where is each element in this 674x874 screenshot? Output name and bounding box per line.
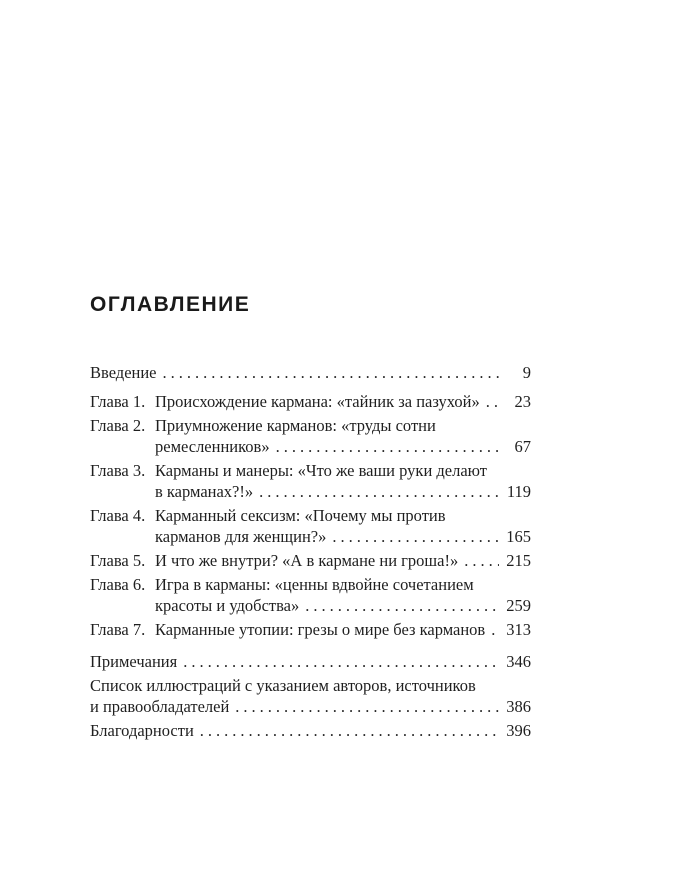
toc-entry-title: Список иллюстраций с указанием авторов, источников <box>90 676 476 695</box>
toc-entry-title: Благодарности <box>90 721 194 740</box>
toc-entry-body <box>90 651 531 672</box>
dot-leader <box>276 436 499 457</box>
toc-entry-title: Введение <box>90 363 157 382</box>
toc-entry-body <box>90 675 531 717</box>
dot-leader <box>305 595 499 616</box>
toc-entry-body <box>155 415 531 457</box>
toc-entry-title: Карманные утопии: грезы о мире без карманов <box>155 620 486 639</box>
toc-entry-body <box>155 619 531 640</box>
toc-line <box>155 550 531 571</box>
page-title: ОГЛАВЛЕНИЕ <box>90 293 251 316</box>
toc-line <box>155 481 531 502</box>
toc-line <box>155 619 531 640</box>
dot-leader <box>491 619 499 640</box>
dot-leader <box>163 362 499 383</box>
toc-page-number: 67 <box>514 437 531 456</box>
toc-entry <box>90 460 531 502</box>
toc-entry-title: в карманах?!» <box>155 482 254 501</box>
toc-entry-body <box>155 460 531 502</box>
toc-line <box>155 460 531 481</box>
toc-entry-label: Глава 7. <box>90 620 146 639</box>
dot-leader <box>183 651 499 672</box>
toc-entry-body <box>155 550 531 571</box>
toc-page-number: 396 <box>506 721 531 740</box>
toc-entry-title: и правообладателей <box>90 697 230 716</box>
toc-entry-title: Игра в карманы: «ценны вдвойне сочетанием <box>155 575 474 594</box>
toc-page-number: 23 <box>514 392 531 411</box>
toc-entry <box>90 362 531 383</box>
toc-entry-label: Глава 2. <box>90 416 146 435</box>
toc-entry-label: Глава 6. <box>90 575 146 594</box>
toc-entry-title: Происхождение кармана: «тайник за пазухой» <box>155 392 480 411</box>
toc-line <box>90 720 531 741</box>
toc-entry <box>90 651 531 672</box>
toc-entry-title: ремесленников» <box>155 437 270 456</box>
toc-entry <box>90 391 531 412</box>
toc-page-number: 9 <box>522 363 531 382</box>
toc-entry <box>90 574 531 616</box>
toc-entry-title: Примечания <box>90 652 178 671</box>
toc-group-chapters <box>90 391 531 640</box>
dot-leader <box>332 526 499 547</box>
dot-leader <box>259 481 499 502</box>
toc-line <box>90 651 531 672</box>
toc-page-number: 119 <box>506 482 531 501</box>
toc-page-number: 346 <box>506 652 531 671</box>
toc-line <box>155 436 531 457</box>
toc-entry-body <box>90 362 531 383</box>
toc-group-intro <box>90 362 531 383</box>
toc-line <box>155 391 531 412</box>
toc-entry-body <box>155 574 531 616</box>
toc-page-number: 386 <box>506 697 531 716</box>
toc-entry-label: Глава 1. <box>90 392 146 411</box>
toc-group-back-matter <box>90 651 531 741</box>
toc-line <box>155 415 531 436</box>
toc-entry-body <box>90 720 531 741</box>
dot-leader <box>486 391 499 412</box>
dot-leader <box>235 696 499 717</box>
toc-entry-title: Карманный сексизм: «Почему мы против <box>155 506 446 525</box>
toc-entry-body <box>155 391 531 412</box>
toc-entry <box>90 550 531 571</box>
toc-page-number: 313 <box>506 620 531 639</box>
toc-line <box>90 675 531 696</box>
toc-entry-title: И что же внутри? «А в кармане ни гроша!» <box>155 551 459 570</box>
toc-entry-title: карманов для женщин?» <box>155 527 327 546</box>
toc-entry-label: Глава 4. <box>90 506 146 525</box>
toc-entry-label: Глава 5. <box>90 551 146 570</box>
toc-entry <box>90 619 531 640</box>
dot-leader <box>200 720 499 741</box>
toc-entry-title: Приумножение карманов: «труды сотни <box>155 416 436 435</box>
toc-line <box>155 526 531 547</box>
toc-line <box>155 505 531 526</box>
toc-entry-title: Карманы и манеры: «Что же ваши руки делают <box>155 461 487 480</box>
toc-list <box>90 362 531 744</box>
toc-entry-body <box>155 505 531 547</box>
toc-entry <box>90 415 531 457</box>
toc-entry <box>90 505 531 547</box>
toc-page-number: 165 <box>506 527 531 546</box>
toc-entry-title: красоты и удобства» <box>155 596 300 615</box>
toc-line <box>155 595 531 616</box>
toc-entry-label: Глава 3. <box>90 461 146 480</box>
toc-line <box>90 362 531 383</box>
toc-line <box>90 696 531 717</box>
toc-entry <box>90 675 531 717</box>
toc-page-number: 215 <box>506 551 531 570</box>
toc-line <box>155 574 531 595</box>
toc-page-number: 259 <box>506 596 531 615</box>
toc-entry <box>90 720 531 741</box>
dot-leader <box>464 550 499 571</box>
